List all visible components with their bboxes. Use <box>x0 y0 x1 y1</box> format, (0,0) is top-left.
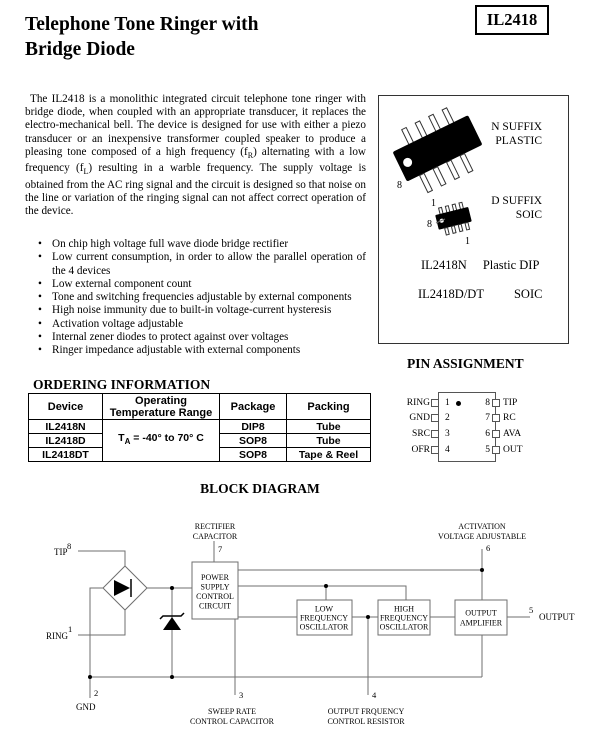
cell-device: IL2418DT <box>29 448 103 462</box>
description-paragraph <box>25 93 366 218</box>
bullet-icon: • <box>38 291 42 304</box>
pin-number-left: 4 <box>445 445 450 455</box>
title-line2: Bridge Diode <box>25 39 135 60</box>
cell-package: SOP8 <box>220 448 287 462</box>
bd-freq-line1: OUTPUT FRQUENCY <box>327 707 405 716</box>
pin-left-label: GND <box>409 413 430 423</box>
bd-label-ring: RING <box>46 631 68 641</box>
hfo-line1: HIGH <box>394 604 414 614</box>
bd-label-gnd: GND <box>76 702 96 712</box>
pin-row-2 <box>400 411 606 425</box>
junction-dot <box>88 675 92 679</box>
n-suffix-line1: N SUFFIX <box>491 121 542 133</box>
cell-temp-range <box>103 420 220 462</box>
bd-rect-cap-line2: CAPACITOR <box>192 532 238 541</box>
wire-psu-to-hfo <box>238 586 406 600</box>
psu-line2: SUPPLY <box>200 582 230 592</box>
desc-text-2: ) alternating with a low frequency (f <box>25 145 366 175</box>
list-item <box>38 304 366 317</box>
output-amp-block <box>455 600 507 635</box>
junction-dot <box>170 675 174 679</box>
psu-line1: POWER <box>201 573 229 582</box>
bd-pin6: 6 <box>486 543 491 553</box>
col-package: Package <box>220 394 287 420</box>
cell-packing: Tube <box>287 434 371 448</box>
bd-act-line2: VOLTAGE ADJUSTABLE <box>438 532 526 541</box>
pin-number-left: 2 <box>445 413 450 423</box>
cell-package: SOP8 <box>220 434 287 448</box>
dip-pin8-label: 8 <box>397 180 402 191</box>
pin-assignment-diagram <box>400 388 606 468</box>
feature-text: Low external component count <box>52 277 192 290</box>
bd-label-output: OUTPUT <box>539 612 575 622</box>
dip-caption-pkg: Plastic DIP <box>482 258 540 272</box>
feature-list <box>38 238 366 358</box>
bullet-icon: • <box>38 344 42 357</box>
bullet-icon: • <box>38 251 42 264</box>
pin-pad-icon <box>431 430 439 438</box>
lfo-line1: LOW <box>314 604 334 614</box>
temp-sub: A <box>124 437 131 447</box>
cell-package: DIP8 <box>220 420 287 434</box>
pin-pad-icon <box>431 414 439 422</box>
feature-text: Internal zener diodes to protect against over voltages <box>52 331 289 344</box>
table-header-row <box>29 394 371 420</box>
bd-freq-line2: CONTROL RESISTOR <box>327 717 405 726</box>
bd-rect-cap-line1: RECTIFIER <box>194 522 236 531</box>
dip-pin1-label: 1 <box>431 198 436 209</box>
list-item <box>38 291 366 304</box>
bullet-icon: • <box>38 331 42 344</box>
pin-row-1 <box>400 396 606 410</box>
soic-caption-pkg: SOIC <box>513 287 543 301</box>
bd-pin1: 1 <box>68 624 73 634</box>
pin-row-3 <box>400 427 606 441</box>
list-item <box>38 344 366 357</box>
pin-number-left: 3 <box>445 429 450 439</box>
junction-dot <box>366 615 370 619</box>
n-suffix-line2: PLASTIC <box>495 135 542 147</box>
wire-pin3 <box>235 617 297 695</box>
feature-text: Low current consumption, in order to allow the parallel operation of the 4 devices <box>52 251 366 277</box>
wire-bridge-to-gnd <box>90 588 103 698</box>
pin-number-right: 7 <box>485 413 490 423</box>
temp-t: T <box>118 432 125 445</box>
hfo-line2: FREQUENCY <box>379 613 429 623</box>
pin-left-label: SRC <box>412 429 430 439</box>
table-row <box>29 420 371 434</box>
feature-text: High noise immunity due to built-in voltage-current hysteresis <box>52 304 332 317</box>
bd-pin7: 7 <box>218 544 223 554</box>
wire-tip <box>78 551 125 566</box>
soic-package-icon <box>434 201 474 236</box>
amp-line1: OUTPUT <box>465 608 497 618</box>
list-item <box>38 238 366 251</box>
package-options-box <box>378 95 569 344</box>
pin-right-label: AVA <box>503 429 522 439</box>
bd-sweep-line2: CONTROL CAPACITOR <box>190 717 274 726</box>
bd-pin2: 2 <box>94 688 99 698</box>
pin-pad-icon <box>431 399 439 407</box>
lfo-line3: OSCILLATOR <box>299 622 349 632</box>
feature-text: On chip high voltage full wave diode bridge rectifier <box>52 238 289 250</box>
list-item <box>38 278 366 291</box>
list-item <box>38 331 366 344</box>
pin-assignment-heading: PIN ASSIGNMENT <box>407 356 524 371</box>
bd-pin4: 4 <box>372 690 377 700</box>
feature-text: Tone and switching frequencies adjustable by external components <box>52 291 352 304</box>
zener-triangle-icon <box>163 617 181 630</box>
pin-right-label: TIP <box>503 398 518 408</box>
desc-text-3: ) resulting in a warble frequency. The supply voltage is obtained from the AC ring signal and the circuit is designed so that noise on the line or variation of the ringing signal can not affect correct operation of the device. <box>25 162 366 218</box>
desc-text-1: The IL2418 is a monolithic integrated circuit telephone tone ringer with bridge diode, when coupled with an appropriate transducer, it replaces the electro-mechanical bell. The device is designed for use with either a piezo transducer or an inexpensive transformer coupled speaker to produce a pleasing tone composed of a high frequency (f <box>25 93 366 158</box>
col-temp <box>103 394 220 420</box>
soic-caption-part: IL2418D/DT <box>418 287 484 301</box>
dip-caption-part: IL2418N <box>421 258 467 272</box>
soic-pin1-label: 1 <box>465 236 470 247</box>
bd-sweep-line1: SWEEP RATE <box>208 707 256 716</box>
ordering-heading: ORDERING INFORMATION <box>33 377 211 392</box>
cell-packing: Tube <box>287 420 371 434</box>
pin-number-right: 6 <box>485 429 490 439</box>
pin-pad-icon <box>492 414 500 422</box>
feature-text: Activation voltage adjustable <box>52 317 184 330</box>
d-suffix-line1: D SUFFIX <box>491 195 542 207</box>
desc-sub-fl: L <box>83 167 89 177</box>
hfo-line3: OSCILLATOR <box>379 622 429 632</box>
cell-packing: Tape & Reel <box>287 448 371 462</box>
block-diagram-heading: BLOCK DIAGRAM <box>200 481 320 496</box>
list-item <box>38 318 366 331</box>
bd-pin8: 8 <box>67 541 72 551</box>
col-temp-line2: Temperature Range <box>109 406 213 419</box>
psu-line3: CONTROL <box>196 592 234 601</box>
pin-left-label: RING <box>406 398 430 408</box>
pin-left-label: OFR <box>411 445 430 455</box>
soic-caption <box>418 287 542 302</box>
pin1-dot-icon <box>456 401 461 406</box>
bd-pin3: 3 <box>239 690 244 700</box>
page-title <box>25 12 259 62</box>
bd-act-line1: ACTIVATION <box>458 522 506 531</box>
feature-text: Ringer impedance adjustable with external components <box>52 344 301 357</box>
cell-device: IL2418N <box>29 420 103 434</box>
cell-device: IL2418D <box>29 434 103 448</box>
ordering-table <box>28 393 371 462</box>
pin-number-right: 5 <box>485 445 490 455</box>
junction-dot <box>480 568 484 572</box>
bd-pin5: 5 <box>529 605 534 615</box>
col-packing: Packing <box>287 394 371 420</box>
pin-pad-icon <box>492 399 500 407</box>
pin-number-right: 8 <box>485 398 490 408</box>
bd-label-tip: TIP <box>54 547 68 557</box>
psu-line4: CIRCUIT <box>199 601 231 611</box>
desc-sub-fr: R <box>247 151 254 161</box>
junction-dot <box>324 584 328 588</box>
bullet-icon: • <box>38 304 42 317</box>
d-suffix-label <box>491 194 542 222</box>
bullet-icon: • <box>38 277 42 290</box>
d-suffix-line2: SOIC <box>515 209 542 221</box>
temp-rest: = -40° to 70° C <box>130 432 204 445</box>
list-item <box>38 251 366 278</box>
wire-ring <box>78 610 125 635</box>
lfo-line2: FREQUENCY <box>299 613 349 623</box>
amp-line2: AMPLIFIER <box>459 618 503 628</box>
pin-pad-icon <box>492 430 500 438</box>
n-suffix-label <box>491 120 542 148</box>
pin-right-label: OUT <box>503 445 523 455</box>
junction-dot <box>170 586 174 590</box>
pin-pad-icon <box>431 446 439 454</box>
soic-pin8-label: 8 <box>427 219 432 230</box>
title-line1: Telephone Tone Ringer with <box>25 14 259 35</box>
part-number-box <box>475 5 549 35</box>
part-number: IL2418 <box>486 10 538 29</box>
bullet-icon: • <box>38 317 42 330</box>
pin-right-label: RC <box>503 413 516 423</box>
block-diagram <box>0 505 606 737</box>
pin-pad-icon <box>492 446 500 454</box>
col-temp-line1: Operating <box>135 394 187 407</box>
bullet-icon: • <box>38 238 42 250</box>
pin-row-4 <box>400 443 606 457</box>
dip-caption <box>421 258 539 273</box>
col-device: Device <box>29 394 103 420</box>
pin-number-left: 1 <box>445 398 450 408</box>
